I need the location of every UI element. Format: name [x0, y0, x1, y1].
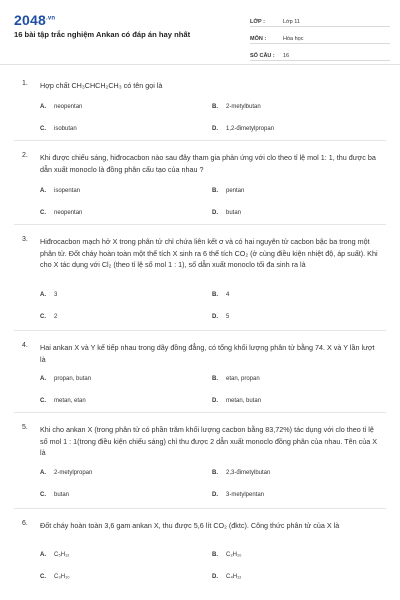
option-b[interactable]: B. etan, propan: [212, 376, 260, 382]
option-c[interactable]: C. 2: [40, 314, 58, 320]
question-number: 1.: [22, 80, 28, 87]
question-number: 6.: [22, 520, 28, 527]
meta-row-count: [250, 46, 390, 61]
question-text: Khi được chiếu sáng, hiđrocacbon nào sau đây tham gia phản ứng với clo theo tỉ lệ mol 1: 1, thu được ba dẫn xuất monoclo là đồng phân cấu tạo của nhau ?: [40, 153, 376, 174]
option-c[interactable]: C. isobutan: [40, 126, 77, 132]
question-number: 4.: [22, 342, 28, 349]
meta-label: SỐ CÂU :: [250, 53, 275, 59]
option-a[interactable]: A. propan, butan: [40, 376, 92, 382]
option-b[interactable]: B. 2-metylbutan: [212, 104, 261, 110]
document-meta: [250, 12, 390, 63]
option-d[interactable]: D. 5: [212, 314, 230, 320]
question-text: Hai ankan X và Y kế tiếp nhau trong dãy đồng đẳng, có tổng khối lượng phân tử bằng 74. X và Y lần lượt là: [40, 343, 375, 364]
document-title: 16 bài tập trắc nghiệm Ankan có đáp án hay nhất: [14, 30, 191, 39]
option-b[interactable]: B. 2,3-đimetylbutan: [212, 470, 271, 476]
question-number: 3.: [22, 236, 28, 243]
option-a[interactable]: A. C₅H₁₂: [40, 552, 70, 558]
divider: [14, 330, 386, 331]
option-b[interactable]: B. pentan: [212, 188, 245, 194]
divider: [14, 508, 386, 509]
meta-value: Lớp 11: [283, 19, 300, 25]
meta-label: LỚP :: [250, 19, 265, 25]
question-number: 2.: [22, 152, 28, 159]
divider: [14, 224, 386, 225]
option-b[interactable]: B. C₂H₁₀: [212, 552, 242, 558]
option-a[interactable]: A. 2-metylpropan: [40, 470, 93, 476]
option-c[interactable]: C. C₃H₁₀: [40, 574, 70, 580]
option-d[interactable]: D. butan: [212, 210, 242, 216]
option-c[interactable]: C. butan: [40, 492, 70, 498]
option-c[interactable]: C. metan, etan: [40, 398, 86, 404]
option-d[interactable]: D. 3-metylpentan: [212, 492, 265, 498]
question-text: Hợp chất CH₃CHCH₂CH₃ có tên gọi là: [40, 81, 163, 90]
meta-row-grade: [250, 12, 390, 27]
document-header: [0, 0, 400, 65]
meta-label: MÔN :: [250, 36, 267, 42]
option-a[interactable]: A. neopentan: [40, 104, 83, 110]
meta-value: Hóa học: [283, 36, 304, 42]
site-logo[interactable]: $2048^{.vn}$: [14, 12, 56, 28]
option-d[interactable]: D. C₄H₁₂: [212, 574, 242, 580]
option-a[interactable]: A. 3: [40, 292, 58, 298]
question-number: 5.: [22, 424, 28, 431]
meta-row-subject: [250, 29, 390, 44]
question-text: Hiđrocacbon mạch hở X trong phân tử chỉ chứa liên kết σ và có hai nguyên tử cacbon bậc ba trong một phân tử. Đốt cháy hoàn toàn một thể tích X sinh ra 6 thể tích CO₂ (ở cùng điều kiện nhiệt độ, áp suất). Khi cho X tác dụng với Cl₂ (theo tỉ lệ số mol 1 : 1), số dẫn xuất monoclo tối đa sinh ra là: [40, 237, 378, 269]
option-c[interactable]: C. neopentan: [40, 210, 83, 216]
option-d[interactable]: D. metan, butan: [212, 398, 262, 404]
option-d[interactable]: D. 1,2-đimetylpropan: [212, 126, 275, 132]
divider: [14, 412, 386, 413]
divider: [14, 140, 386, 141]
option-a[interactable]: A. isopentan: [40, 188, 81, 194]
question-text: Khi cho ankan X (trong phân tử có phần trăm khối lượng cacbon bằng 83,72%) tác dụng với clo theo tỉ lệ số mol 1 : 1(trong điều kiện chiếu sáng) chỉ thu được 2 dẫn xuất monoclo đồng phân của nhau. Tên của X là: [40, 425, 378, 457]
meta-value: 16: [283, 53, 290, 59]
question-text: Đốt cháy hoàn toàn 3,6 gam ankan X, thu được 5,6 lít CO₂ (đktc). Công thức phân tử của X là: [40, 521, 340, 530]
option-b[interactable]: B. 4: [212, 292, 230, 298]
